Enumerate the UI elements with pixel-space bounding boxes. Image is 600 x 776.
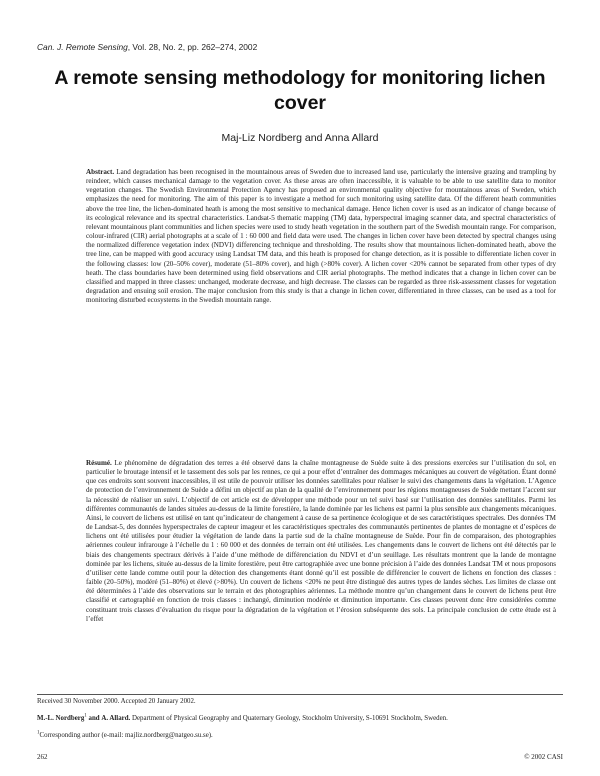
affil-text: Department of Physical Geography and Quaternary Geology, Stockholm University, S-10691 Stockholm, Sweden. <box>132 715 448 722</box>
affil-author1-mark: 1 <box>84 713 87 719</box>
resume-text: Le phénomène de dégradation des terres a été observé dans la chaîne montagneuse de Suède suite à des pressions exercées sur l’utilisation du sol, en particulier le broutage intensif et le tassement des sols par les rennes, ce qui a pour effet d’entraîner des dommages mécaniques au couvert de végétation. Étant donné que ces endroits sont souvent inaccessibles, il est utile de pouvoir utiliser les données satellitales pour réaliser le suivi des changements dans la végétation. L’Agence de protection de l’environnement de Suède a défini un objectif au plan de la qualité de l’environnement pour les régions montagneuses de Suède mettant l’accent sur la nécessité de réaliser un suivi. L’objectif de cet article est de développer une méthode pour un tel suivi basé sur l’utilisation des données satellitales. Parmi les différentes communautés de landes situées au-dessus de la limite forestière, la lande dominée par les lichens est parmi la plus sensible aux changements mécaniques. Ainsi, le couvert de lichens est utilisé en tant qu’indicateur de changement à cause de sa pertinence écologique et de ses caractéristiques spectrales. Des données TM de Landsat-5, des données hyperspectrales de capteur imageur et les caractéristiques spectrales des communautés pertinentes de plantes de montagne et d’espèces de lichens ont été utilisées pour étudier la végétation de lande dans la partie sud de la chaîne montagneuse de Suède. Pour fin de comparaison, des photographies aériennes couleur infrarouge à l’échelle du 1 : 60 000 et des données de terrain ont été utilisées. Les changements dans le couvert de lichens ont été détectés par le biais des changements spectraux dérivés à l’aide d’une méthode de différenciation du NDVI et d’un seuillage. Les résultats montrent que la lande de montagne dominée par les lichens, située au-dessus de la limite forestière, peut être cartographiée avec une bonne précision à l’aide des données Landsat TM et nous proposons d’utiliser cette lande comme outil pour la détection des changements étant donné qu’il est possible de différencier le couvert de lichens en fonction des classes : faible (20–50%), modéré (51–80%) et élevé (>80%). Un couvert de lichens <20% ne peut être distingué des autres types de landes sèches. Les limites de classe ont été déterminées à l’aide des observations sur le terrain et des photographies aériennes. La méthode montre qu’un changement dans le couvert de lichens peut être classifié et cartographié en fonction de trois classes : inchangé, diminution modérée et diminution importante. Ces classes peuvent donc être considérées comme constituant trois classes d’évaluation du risque pour la dégradation de la végétation et l’érosion subséquente des sols. La principale conclusion de cette étude est à l’effet <box>86 459 556 623</box>
footnote-divider <box>37 694 563 695</box>
page-number: 262 <box>37 753 48 761</box>
resume-label: Résumé. <box>86 459 112 467</box>
paper-title: A remote sensing methodology for monitoring lichen cover <box>54 67 546 114</box>
journal-details: , Vol. 28, No. 2, pp. 262–274, 2002 <box>127 42 258 52</box>
abstract-text: Land degradation has been recognised in the mountainous areas of Sweden due to increased land use, particularly the intensive grazing and trampling by reindeer, which causes mechanical damage to the vegetation cover. As these areas are often inaccessible, it is valuable to be able to use satellite data to monitor vegetation changes. The Swedish Environmental Protection Agency has proposed an environmental quality objective for mountainous areas of Sweden, which emphasizes the need for monitoring. The aim of this paper is to investigate a method for such monitoring using satellite data. Of the different heath communities above the tree line, the lichen-dominated heath is among the most sensitive to mechanical damage. Hence lichen cover is used as an indicator of change because of its ecological relevance and its spectral characteristics. Landsat-5 thematic mapping (TM) data, hyperspectral imaging scanner data, and spectral characteristics of relevant mountainous plant communities and lichen species were used to study heath vegetation in the southern part of the Swedish mountain range. For comparison, colour-infrared (CIR) aerial photographs at a scale of 1 : 60 000 and field data were used. The changes in lichen cover have been detected by spectral changes using the normalized difference vegetation index (NDVI) differencing technique and thresholding. The results show that mountainous lichen-dominated heath, above the tree line, can be mapped with good accuracy using Landsat TM data, and this heath is proposed for change detection, as it is possible to differentiate lichen cover in the following classes: low (20–50% cover), moderate (51–80% cover), and high (>80% cover). A lichen cover <20% cannot be separated from other types of dry heath. The class boundaries have been determined using field observations and CIR aerial photographs. The method indicates that a change in lichen cover can be classified and mapped in three classes: unchanged, moderate decrease, and high decrease. The classes can be regarded as three risk-assessment classes for vegetation degradation and ensuing soil erosion. The major conclusion from this study is that a change in lichen cover, differentiated in three classes, can be used as a tool for monitoring disturbed ecosystems in the Swedish mountain range. <box>86 168 556 305</box>
author-affiliation <box>37 714 563 723</box>
received-dates: Received 30 November 2000. Accepted 20 January 2002. <box>37 698 196 705</box>
copyright: © 2002 CASI <box>524 753 563 761</box>
journal-name: Can. J. Remote Sensing <box>37 42 128 52</box>
abstract-section <box>86 168 556 305</box>
paper-authors: Maj-Liz Nordberg and Anna Allard <box>221 132 379 144</box>
journal-reference <box>37 42 257 52</box>
affil-author1: M.-L. Nordberg <box>37 715 85 722</box>
abstract-label: Abstract. <box>86 168 115 176</box>
affil-author2: A. Allard. <box>101 715 131 722</box>
corr-text: Corresponding author (e-mail: majliz.nordberg@natgeo.su.se). <box>39 732 213 739</box>
affil-and: and <box>88 715 100 722</box>
corresponding-author <box>37 731 563 740</box>
corr-mark: 1 <box>37 730 40 736</box>
resume-section <box>86 459 556 624</box>
